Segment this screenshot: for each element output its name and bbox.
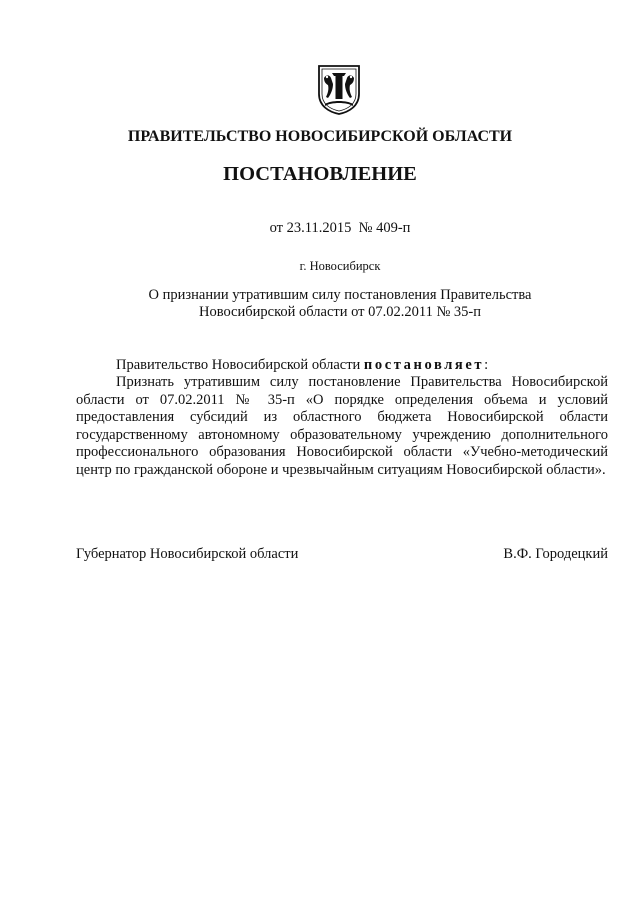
preamble: [116, 357, 488, 374]
subject-line-1: О признании утратившим силу постановления Правительства: [148, 287, 532, 303]
signatory-title: Губернатор Новосибирской области: [76, 546, 299, 562]
document-date: 23.11.2015: [286, 220, 352, 236]
novosibirsk-coat-of-arms-icon: [317, 64, 361, 115]
preamble-text: Правительство Новосибирской области: [116, 357, 361, 373]
document-number: 409-п: [376, 220, 411, 236]
document-type: ПОСТАНОВЛЕНИЕ: [223, 163, 417, 185]
document-date-number: [0, 219, 640, 237]
issuing-authority: ПРАВИТЕЛЬСТВО НОВОСИБИРСКОЙ ОБЛАСТИ: [127, 128, 513, 145]
date-prefix: от: [269, 220, 283, 236]
subject-line-2: Новосибирской области от 07.02.2011 № 35-п: [198, 304, 482, 320]
number-prefix: №: [358, 220, 373, 236]
resolution-paragraph: Признать утратившим силу постановление Правительства Новосибирской области от 07.02.2011 № 35-п «О порядке определения объема и условий предоставления субсидий из областного бюджета Новосибирской области государственному автономному образовательному учреждению дополнительного профессионального образования Новосибирской области «Учебно-методический центр по гражданской обороне и чрезвычайным ситуациям Новосибирской области».: [76, 374, 608, 478]
document-subject: [0, 287, 640, 321]
preamble-keyword: постановляет: [363, 357, 485, 373]
preamble-colon: :: [484, 357, 489, 373]
signatory-name: В.Ф. Городецкий: [503, 546, 608, 562]
document-city: г. Новосибирск: [299, 259, 381, 273]
